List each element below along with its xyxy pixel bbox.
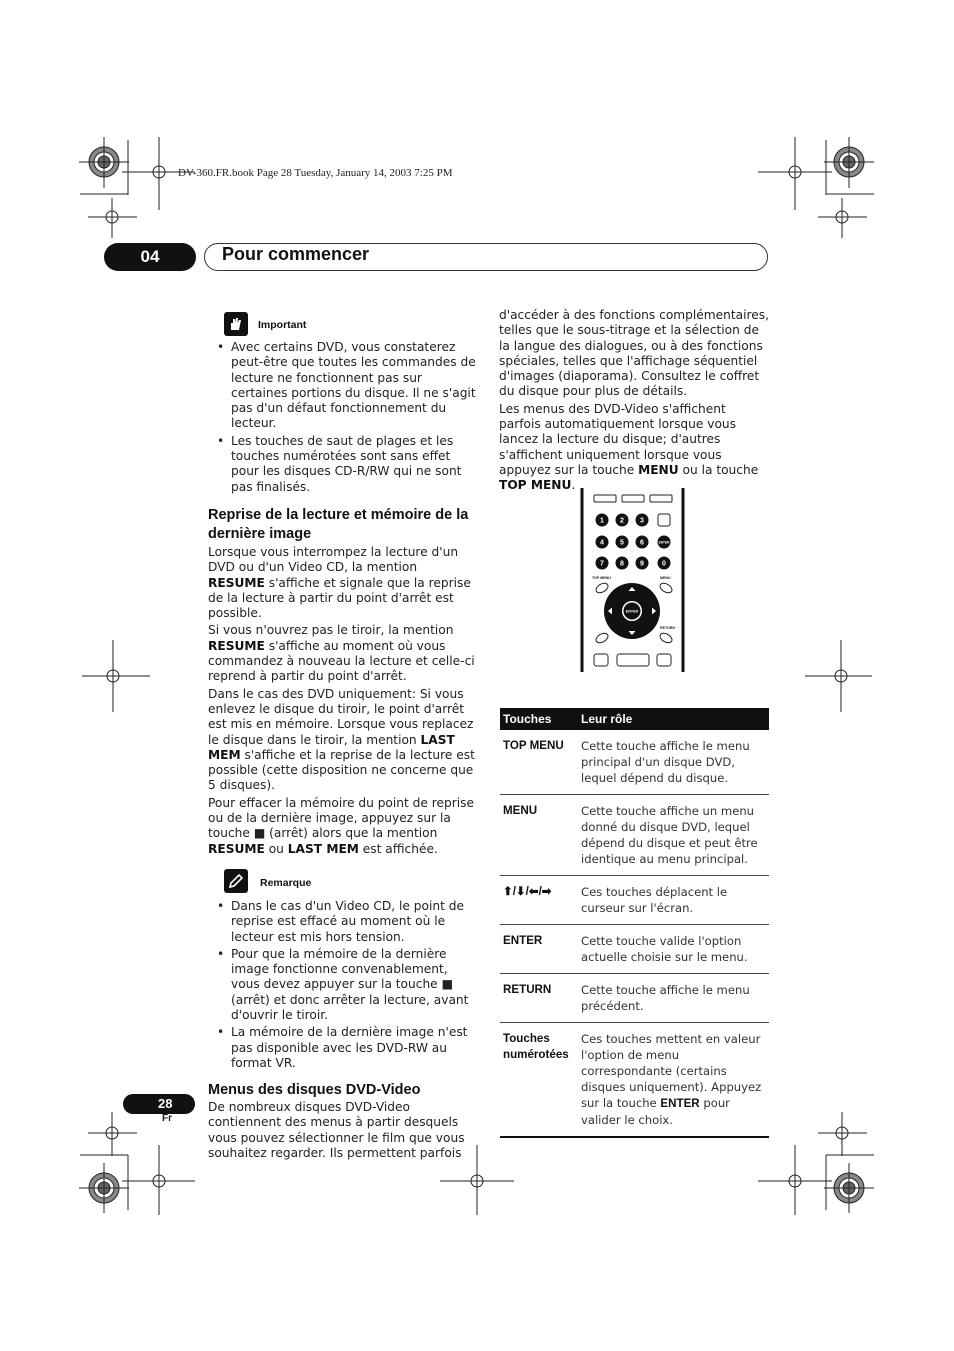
description-cell: Ces touches déplacent le curseur sur l'écran. [578, 876, 769, 925]
paragraph: De nombreux disques DVD-Video contiennent des menus à partir desquels vous pouvez sélectionner le film que vous souhaitez regarder. Ils permettent parfois [208, 1100, 465, 1161]
digit-label: 8 [620, 560, 624, 568]
table-header-row [500, 708, 769, 730]
chapter-number-badge: 04 [104, 243, 196, 271]
digit-label: 0 [662, 560, 666, 568]
paragraph: Pour effacer la mémoire du point de reprise ou de la dernière image, appuyez sur la touche ■ (arrêt) alors que la mention RESUME ou LAST MEM est affichée. [208, 795, 474, 856]
page-number: 28 [158, 1096, 173, 1111]
important-label: Important [258, 319, 307, 331]
key-cell: TOP MENU [500, 730, 578, 795]
important-hand-icon [224, 312, 248, 336]
list-item: • Avec certains DVD, vous constaterez peut-être que toutes les commandes de lecture ne fonctionnent pas sur certaines portions du disque. Il ne s'agit pas d'un défaut fonctionnement du lecteur. [208, 340, 476, 432]
description-cell: Cette touche valide l'option actuelle choisie sur le menu. [578, 925, 769, 974]
key-cell: ⬆/⬇/⬅/➡ [500, 876, 578, 925]
key-cell: MENU [500, 795, 578, 876]
navigation-pad [604, 583, 660, 639]
column-header: Touches [500, 708, 578, 730]
important-note [208, 312, 476, 340]
list-item: • La mémoire de la dernière image n'est pas disponible avec les DVD-RW au format VR. [208, 1025, 476, 1071]
paragraph: d'accéder à des fonctions complémentaires, telles que le sous-titrage et la sélection de la langue des dialogues, ou à des fonctions spéciales, telles que l'affichage séquentiel d'images (diaporama). Consultez le coffret du disque pour plus de détails. [499, 308, 769, 399]
paragraph: Les menus des DVD-Video s'affichent parfois automatiquement lorsque vous lancez la lecture du disque; d'autres s'affichent uniquement lorsque vous appuyez sur la touche MENU ou la touche TOP MENU. [499, 401, 759, 493]
table-row [500, 925, 769, 974]
menu-label: MENU [660, 576, 671, 580]
remote-control-illustration [580, 488, 686, 672]
section-heading-menus: Menus des disques DVD-Video [208, 1082, 421, 1099]
digit-label: 5 [620, 539, 624, 547]
list-item: • Pour que la mémoire de la dernière image fonctionne convenablement, vous devez appuyer sur la touche ■ (arrêt) et donc arrêter la lecture, avant d'ouvrir le tiroir. [208, 947, 476, 1023]
section-heading-resume: Reprise de la lecture et mémoire de la dernière image [208, 506, 469, 542]
description-cell: Cette touche affiche le menu principal d'un disque DVD, lequel dépend du disque. [578, 730, 769, 795]
digit-label: 2 [620, 517, 624, 525]
paragraph: Lorsque vous interrompez la lecture d'un DVD ou d'un Video CD, la mention RESUME s'affiche et signale que la reprise de la lecture à partir du point d'arrêt est possible. [208, 544, 471, 621]
top-menu-label: TOP MENU [592, 576, 611, 580]
enter-small-label: ENTER [658, 540, 670, 545]
table-row [500, 795, 769, 876]
table-row [500, 974, 769, 1023]
column-header: Leur rôle [578, 708, 769, 730]
left-column [208, 312, 476, 1163]
table-row [500, 730, 769, 795]
paragraph: Si vous n'ouvrez pas le tiroir, la mention RESUME s'affiche au moment où vous commandez à nouveau la lecture et celle-ci reprend à partir du point d'arrêt. [208, 623, 475, 684]
list-item: • Les touches de saut de plages et les touches numérotées sont sans effet pour les disques CD-R/RW qui ne sont pas finalisés. [208, 434, 476, 495]
key-function-table [500, 708, 769, 1138]
table-row [500, 876, 769, 925]
key-cell: Touches numérotées [500, 1023, 578, 1138]
list-item: • Dans le cas d'un Video CD, le point de reprise est effacé au moment où le lecteur est mis hors tension. [208, 899, 476, 945]
digit-label: 1 [600, 517, 604, 525]
enter-button-label: ENTER [625, 609, 639, 614]
key-cell: ENTER [500, 925, 578, 974]
digit-label: 9 [640, 560, 644, 568]
important-list [208, 340, 476, 495]
key-cell: RETURN [500, 974, 578, 1023]
description-cell: Ces touches mettent en valeur l'option de menu correspondante (certains disques uniquement). Appuyez sur la touche ENTER pour valider le choix. [578, 1023, 769, 1138]
print-header: DV-360.FR.book Page 28 Tuesday, January 14, 2003 7:25 PM [178, 167, 453, 179]
paragraph: Dans le cas des DVD uniquement: Si vous enlevez le disque du tiroir, le point d'arrêt est mis en mémoire. Lorsque vous replacez le disque dans le tiroir, la mention LAST MEM s'affiche et la reprise de la lecture est possible (cette disposition ne concerne que 5 disques). [208, 686, 475, 793]
digit-label: 4 [600, 539, 604, 547]
return-label: RETURN [660, 626, 675, 630]
digit-label: 7 [600, 560, 604, 568]
right-column [499, 308, 769, 496]
remarque-label: Remarque [260, 876, 312, 889]
digit-label: 3 [640, 517, 644, 525]
chapter-title: Pour commencer [222, 244, 370, 264]
description-cell: Cette touche affiche le menu précédent. [578, 974, 769, 1023]
digit-label: 6 [640, 539, 644, 547]
remarque-note [208, 869, 476, 899]
pencil-note-icon [224, 869, 248, 893]
remarque-list [208, 899, 476, 1071]
description-cell: Cette touche affiche un menu donné du disque DVD, lequel dépend du disque et peut être identique au menu principal. [578, 795, 769, 876]
table-row [500, 1023, 769, 1138]
page-language: Fr [162, 1113, 172, 1124]
